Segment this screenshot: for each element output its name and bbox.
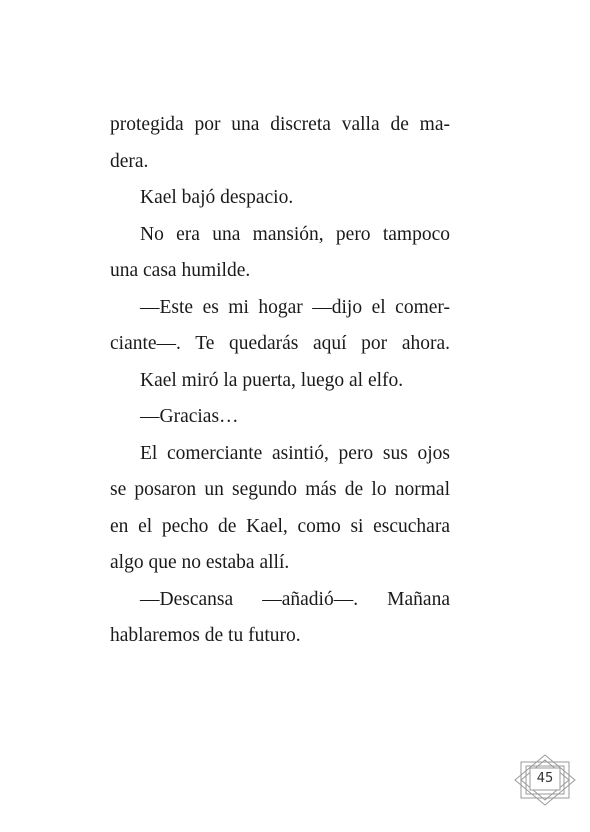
text-line: dera.	[110, 150, 149, 172]
text-line: —Gracias…	[140, 406, 239, 427]
body-text	[110, 107, 450, 655]
text-line: No era una mansión, pero tampoco	[140, 223, 450, 245]
text-line: —Descansa —añadió—. Mañana	[140, 588, 450, 610]
text-line: Kael bajó despacio.	[140, 187, 294, 208]
text-line: El comerciante asintió, pero sus ojos	[140, 442, 450, 464]
page-number-ornament	[514, 754, 576, 806]
text-line: se posaron un segundo más de lo normal	[110, 479, 450, 500]
text-line: hablaremos de tu futuro.	[110, 625, 301, 646]
text-line: —Este es mi hogar —dijo el comer-	[140, 296, 450, 318]
text-line: protegida por una discreta valla de ma-	[110, 114, 450, 135]
text-line: en el pecho de Kael, como si escuchara	[110, 515, 450, 537]
text-line: una casa humilde.	[110, 260, 251, 281]
text-line: Kael miró la puerta, luego al elfo.	[140, 369, 404, 391]
page-number: 45	[536, 771, 554, 786]
text-line: ciante—. Te quedarás aquí por ahora.	[110, 333, 450, 354]
text-line: algo que no estaba allí.	[110, 552, 290, 573]
